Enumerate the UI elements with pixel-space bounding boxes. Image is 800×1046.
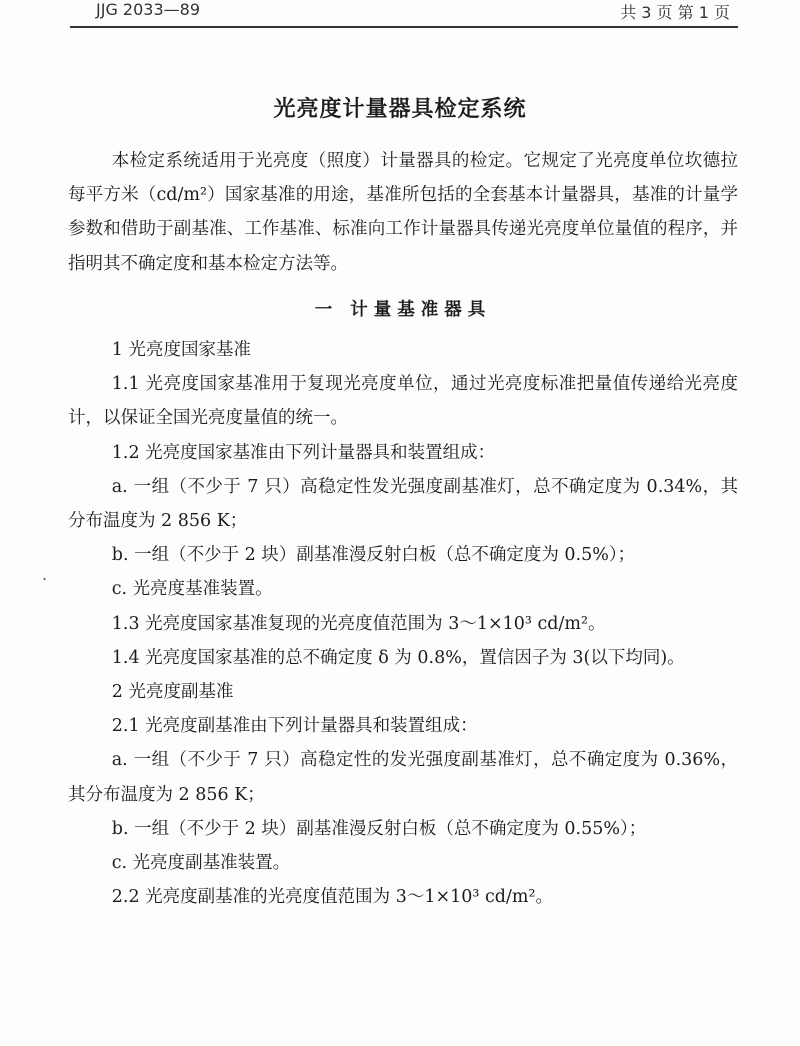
page-indicator: 共 3 页 第 1 页 xyxy=(620,3,730,22)
item-paragraph: b. 一组（不少于 2 块）副基准漫反射白板（总不确定度为 0.55%）； xyxy=(111,818,647,839)
item-paragraph: a. 一组（不少于 7 只）高稳定性发光强度副基准灯，总不确定度为 0.34%，其分布温度为 2 856 K； xyxy=(68,476,738,532)
header-rule xyxy=(70,26,738,28)
margin-mark: . xyxy=(42,565,48,584)
item-heading: 1 光亮度国家基准 xyxy=(111,340,251,361)
item-paragraph: a. 一组（不少于 7 只）高稳定性的发光强度副基准灯，总不确定度为 0.36%，其分布温度为 2 856 K； xyxy=(68,750,738,805)
item-paragraph: 2.2 光亮度副基准的光亮度值范围为 3～1×10³ cd/m²。 xyxy=(111,887,553,908)
document-title: 光亮度计量器具检定系统 xyxy=(273,96,527,122)
intro-paragraph: 本检定系统适用于光亮度（照度）计量器具的检定。它规定了光亮度单位坎德拉每平方米（cd/m²）国家基准的用途，基准所包括的全套基本计量器具，基准的计量学参数和借助于副基准、工作基准、标准向工作计量器具传递光亮度单位量值的程序，并指明其不确定度和基本检定方法等。 xyxy=(68,151,738,274)
standard-number: JJG 2033—89 xyxy=(96,0,200,19)
item-heading: 2 光亮度副基准 xyxy=(111,682,234,703)
document-body xyxy=(68,144,738,914)
item-paragraph: c. 光亮度基准装置。 xyxy=(111,579,273,600)
section-heading: 一 计量基准器具 xyxy=(314,299,492,320)
item-paragraph: b. 一组（不少于 2 块）副基准漫反射白板（总不确定度为 0.5%）； xyxy=(111,545,636,566)
item-paragraph: 1.3 光亮度国家基准复现的光亮度值范围为 3～1×10³ cd/m²。 xyxy=(111,613,606,634)
page-header xyxy=(70,0,738,24)
item-paragraph: 1.4 光亮度国家基准的总不确定度 δ 为 0.8%，置信因子为 3(以下均同)。 xyxy=(111,647,685,668)
item-paragraph: c. 光亮度副基准装置。 xyxy=(111,853,291,874)
item-paragraph: 2.1 光亮度副基准由下列计量器具和装置组成： xyxy=(111,716,478,737)
item-paragraph: 1.1 光亮度国家基准用于复现光亮度单位，通过光亮度标准把量值传递给光亮度计，以保证全国光亮度量值的统一。 xyxy=(68,374,738,429)
item-paragraph: 1.2 光亮度国家基准由下列计量器具和装置组成： xyxy=(111,442,496,463)
